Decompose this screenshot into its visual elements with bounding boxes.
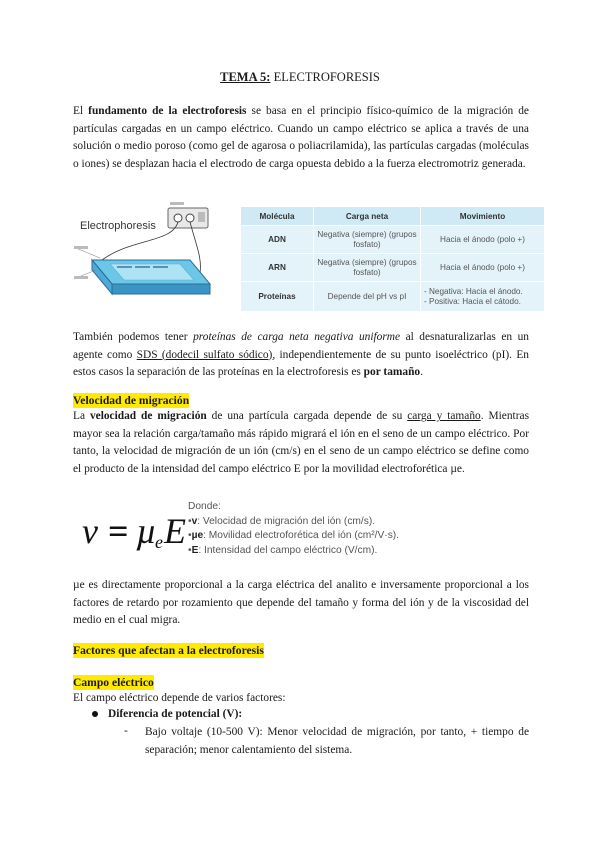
bullet-diferencia-potencial: Diferencia de potencial (V): — [92, 708, 242, 720]
page-title — [0, 70, 600, 85]
cell-charge: Negativa (siempre) (grupos fosfato) — [314, 254, 421, 282]
mobility-paragraph: µe es directamente proporcional a la carga eléctrica del analito e inversamente proporcional a los factores de retardo por rozamiento que depende del tamaño y forma del ión y de la viscosidad del medio en el cual migra. — [73, 579, 529, 626]
molecule-charge-table — [240, 206, 545, 312]
bajo-voltaje-item: Bajo voltaje (10-500 V): Menor velocidad de migración, por tanto, + tiempo de separación; menor calentamiento del sistema. — [145, 726, 529, 756]
table-header: Movimiento — [421, 207, 545, 226]
section-heading-campo: Campo eléctrico — [73, 676, 154, 689]
velocity-formula — [82, 510, 186, 560]
cell-molecule: ARN — [241, 254, 314, 282]
intro-bold: fundamento de la electroforesis — [88, 105, 247, 117]
electrophoresis-figure — [72, 198, 218, 308]
cell-charge: Depende del pH vs pI — [314, 282, 421, 312]
cell-molecule: Proteínas — [241, 282, 314, 312]
formula-legend: Donde: •v: Velocidad de migración del ión (cm/s). •µe: Movilidad electroforética del ión (cm²/V·s). •E: Intensidad del campo eléctrico (V/cm). — [188, 501, 400, 556]
formula-mu: µ — [136, 511, 157, 551]
title-label: TEMA 5: — [220, 70, 271, 84]
formula-equals: = — [108, 511, 129, 551]
cell-movement: Hacia el ánodo (polo +) — [421, 254, 545, 282]
section-heading-velocidad: Velocidad de migración — [73, 394, 190, 407]
table-row — [241, 282, 545, 312]
cell-movement: - Negativa: Hacia el ánodo. - Positiva: Hacia el cátodo. — [421, 282, 545, 312]
cell-molecule: ADN — [241, 226, 314, 254]
sds-paragraph: También podemos tener proteínas de carga neta negativa uniforme al desnaturalizarlas en un agente como SDS (dodecil sulfato sódico), independientemente de su punto isoeléctrico (pI). En estos casos la separación de las proteínas en la electroforesis es por tamaño. — [73, 331, 529, 378]
title-text: ELECTROFORESIS — [270, 70, 380, 84]
table-header-row — [241, 207, 545, 226]
bullet-icon — [92, 711, 98, 717]
section-heading-factores: Factores que afectan a la electroforesis — [73, 644, 264, 657]
cell-charge: Negativa (siempre) (grupos fosfato) — [314, 226, 421, 254]
formula-v: v — [82, 511, 98, 551]
formula-e: E — [164, 511, 186, 551]
table-row — [241, 226, 545, 254]
electrophoresis-illustration — [72, 198, 218, 308]
table-header: Carga neta — [314, 207, 421, 226]
formula-subscript: e — [155, 532, 163, 552]
cell-movement: Hacia el ánodo (polo +) — [421, 226, 545, 254]
campo-paragraph: El campo eléctrico depende de varios factores: — [73, 692, 286, 704]
dash-marker: - — [124, 725, 128, 737]
figure-title: Electrophoresis — [80, 220, 156, 232]
velocidad-paragraph: La velocidad de migración de una partícula cargada depende de su carga y tamaño. Mientras mayor sea la relación carga/tamaño más rápido migrará el ión en el seno de un campo eléctrico. Por tanto, la velocidad de migración de un ión (cm/s) en el seno de un campo eléctrico se define como el producto de la intensidad del campo eléctrico E por la movilidad electroforética µe. — [73, 410, 529, 475]
intro-paragraph: El fundamento de la electroforesis se basa en el principio físico-químico de la migración de partículas cargadas en un campo eléctrico. Cuando un campo eléctrico se aplica a través de una solución o medio poroso (como gel de agarosa o poliacrilamida), las partículas cargadas (moléculas o iones) se desplazan hacia el electrodo de carga opuesta debido a la fuerza electromotriz generada. — [73, 105, 529, 170]
table-header: Molécula — [241, 207, 314, 226]
table-row — [241, 254, 545, 282]
